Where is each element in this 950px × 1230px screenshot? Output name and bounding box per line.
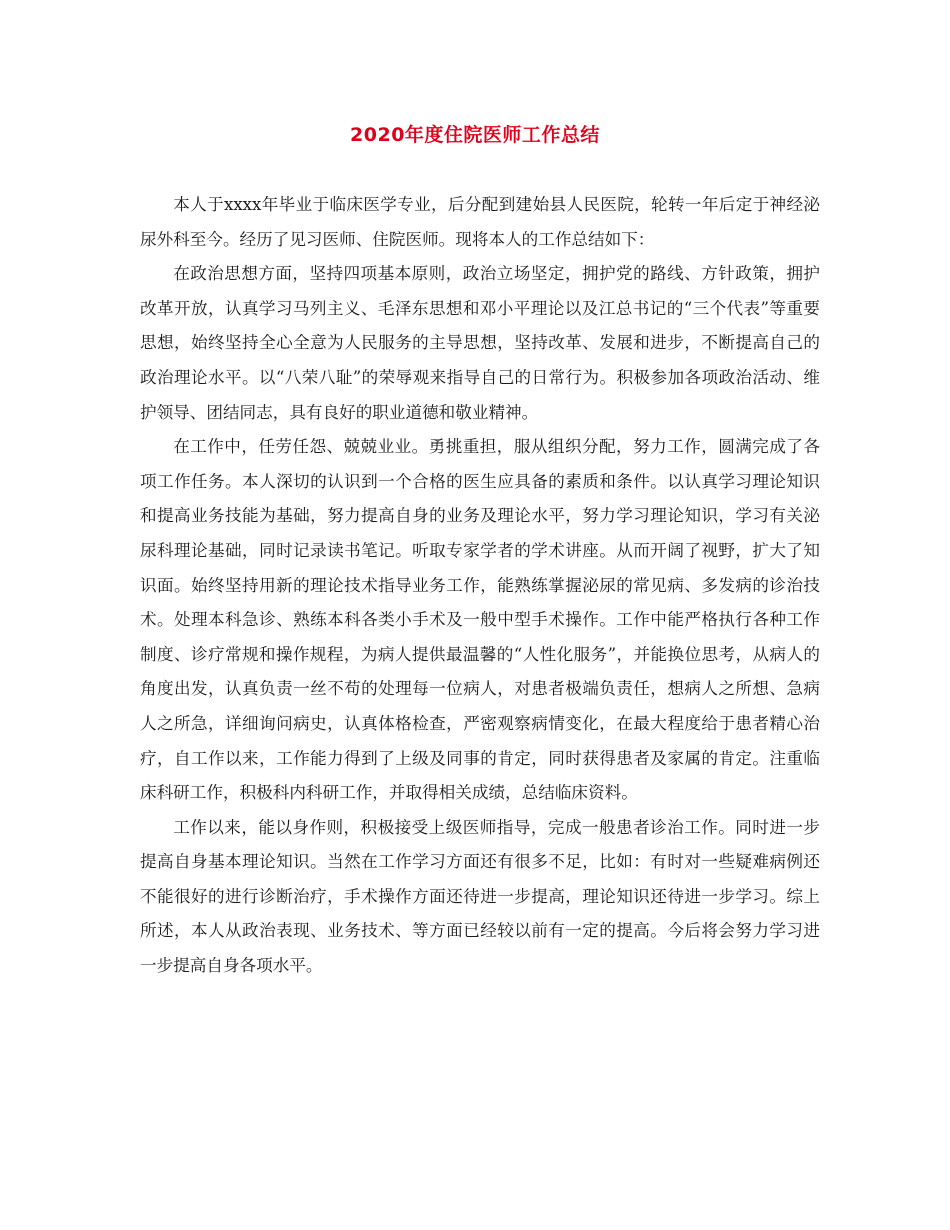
document-body bbox=[140, 188, 820, 984]
document-title: 2020年度住院医师工作总结 bbox=[350, 124, 600, 146]
paragraph-conclusion: 工作以来，能以身作则，积极接受上级医师指导，完成一般患者诊治工作。同时进一步提高自身基本理论知识。当然在工作学习方面还有很多不足，比如：有时对一些疑难病例还不能很好的进行诊断治疗，手术操作方面还待进一步提高，理论知识还待进一步学习。综上所述，本人从政治表现、业务技术、等方面已经较以前有一定的提高。今后将会努力学习进一步提高自身各项水平。 bbox=[140, 817, 820, 976]
paragraph-political: 在政治思想方面，坚持四项基本原则，政治立场坚定，拥护党的路线、方针政策，拥护改革开放，认真学习马列主义、毛泽东思想和邓小平理论以及江总书记的“三个代表”等重要思想，始终坚持全心全意为人民服务的主导思想，坚持改革、发展和进步，不断提高自己的政治理论水平。以“八荣八耻”的荣辱观来指导自己的日常行为。积极参加各项政治活动、维护领导、团结同志，具有良好的职业道德和敬业精神。 bbox=[140, 264, 820, 422]
paragraph-work: 在工作中，任劳任怨、兢兢业业。勇挑重担，服从组织分配，努力工作，圆满完成了各项工作任务。本人深切的认识到一个合格的医生应具备的素质和条件。以认真学习理论知识和提高业务技能为基础，努力提高自身的业务及理论水平，努力学习理论知识，学习有关泌尿科理论基础，同时记录读书笔记。听取专家学者的学术讲座。从而开阔了视野，扩大了知识面。始终坚持用新的理论技术指导业务工作，能熟练掌握泌尿的常见病、多发病的诊治技术。处理本科急诊、熟练本科各类小手术及一般中型手术操作。工作中能严格执行各种工作制度、诊疗常规和操作规程，为病人提供最温馨的“人性化服务”，并能换位思考，从病人的角度出发，认真负责一丝不苟的处理每一位病人，对患者极端负责任，想病人之所想、急病人之所急，详细询问病史，认真体格检查，严密观察病情变化，在最大程度给于患者精心治疗，自工作以来，工作能力得到了上级及同事的肯定，同时获得患者及家属的肯定。注重临床科研工作，积极科内科研工作，并取得相关成绩，总结临床资料。 bbox=[140, 437, 820, 803]
paragraph-intro: 本人于xxxx年毕业于临床医学专业，后分配到建始县人民医院，轮转一年后定于神经泌尿外科至今。经历了见习医师、住院医师。现将本人的工作总结如下： bbox=[140, 195, 820, 249]
